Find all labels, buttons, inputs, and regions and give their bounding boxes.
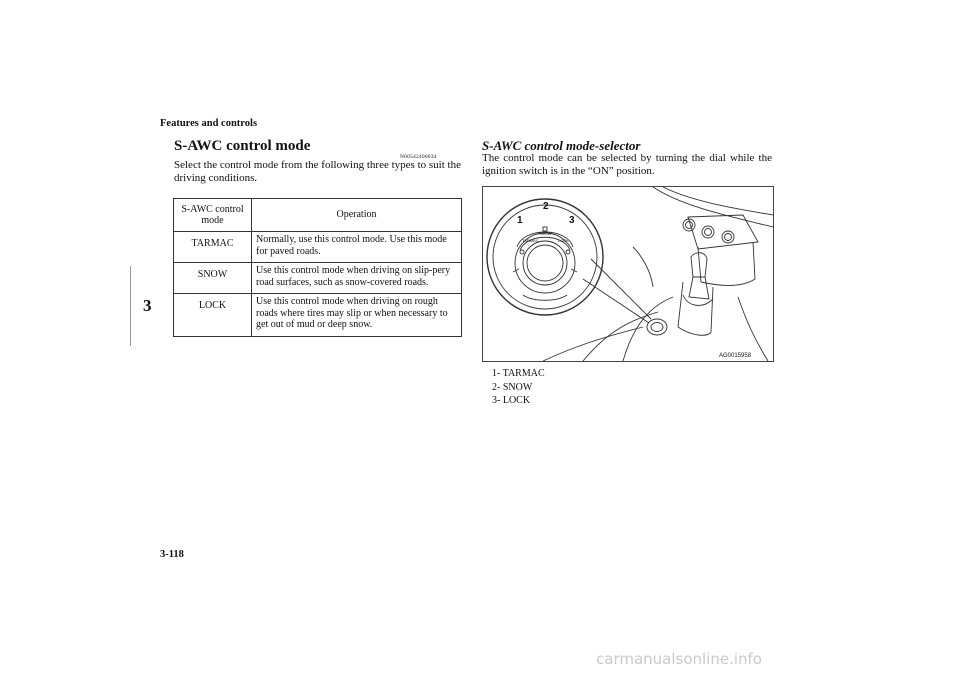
callout-3: 3 <box>569 215 575 226</box>
mode-cell: LOCK <box>174 294 252 337</box>
table-row <box>174 232 462 263</box>
section-title: S-AWC control mode <box>174 138 311 154</box>
dial-line-drawing <box>483 187 773 361</box>
operation-cell: Normally, use this control mode. Use this mode for paved roads. <box>252 232 462 263</box>
mode-cell: TARMAC <box>174 232 252 263</box>
subsection-title: S-AWC control mode-selector <box>482 138 641 153</box>
dial-label-tarmac: TARMAC <box>522 238 539 243</box>
callout-1: 1 <box>517 215 523 226</box>
table-row <box>174 263 462 294</box>
figure-id: AG0015958 <box>719 353 752 359</box>
table-header-mode: S-AWC control mode <box>174 199 252 232</box>
table-row <box>174 294 462 337</box>
chapter-tab-divider <box>130 266 131 346</box>
legend-item: 1- TARMAC <box>492 368 545 379</box>
legend-item: 3- LOCK <box>492 395 531 406</box>
table-header-operation: Operation <box>252 199 462 232</box>
dial-label-lock: LOCK <box>558 238 569 243</box>
section-header: Features and controls <box>160 118 258 129</box>
operation-cell: Use this control mode when driving on rough roads where tires may slip or when necessary to get out of mud or deep snow. <box>252 294 462 337</box>
legend-item: 2- SNOW <box>492 381 533 393</box>
page-number: 3-118 <box>160 549 184 560</box>
mode-cell: SNOW <box>174 263 252 294</box>
mode-selector-illustration <box>482 186 774 362</box>
operation-cell: Use this control mode when driving on slip-pery road surfaces, such as snow-covered roads. <box>252 263 462 294</box>
chapter-number: 3 <box>143 296 152 315</box>
figure-legend <box>492 367 545 408</box>
callout-2: 2 <box>543 201 549 212</box>
intro-paragraph: Select the control mode from the following three types to suit the driving conditions. <box>174 159 461 184</box>
reference-code: N00542400034 <box>400 154 437 160</box>
table-header-row <box>174 199 462 232</box>
selector-paragraph: The control mode can be selected by turning the dial while the ignition switch is in the “ON” position. <box>482 152 772 177</box>
watermark: carmanualsonline.info <box>596 650 762 668</box>
control-mode-table <box>173 198 462 337</box>
dial-label-snow: SNOW <box>539 231 552 236</box>
